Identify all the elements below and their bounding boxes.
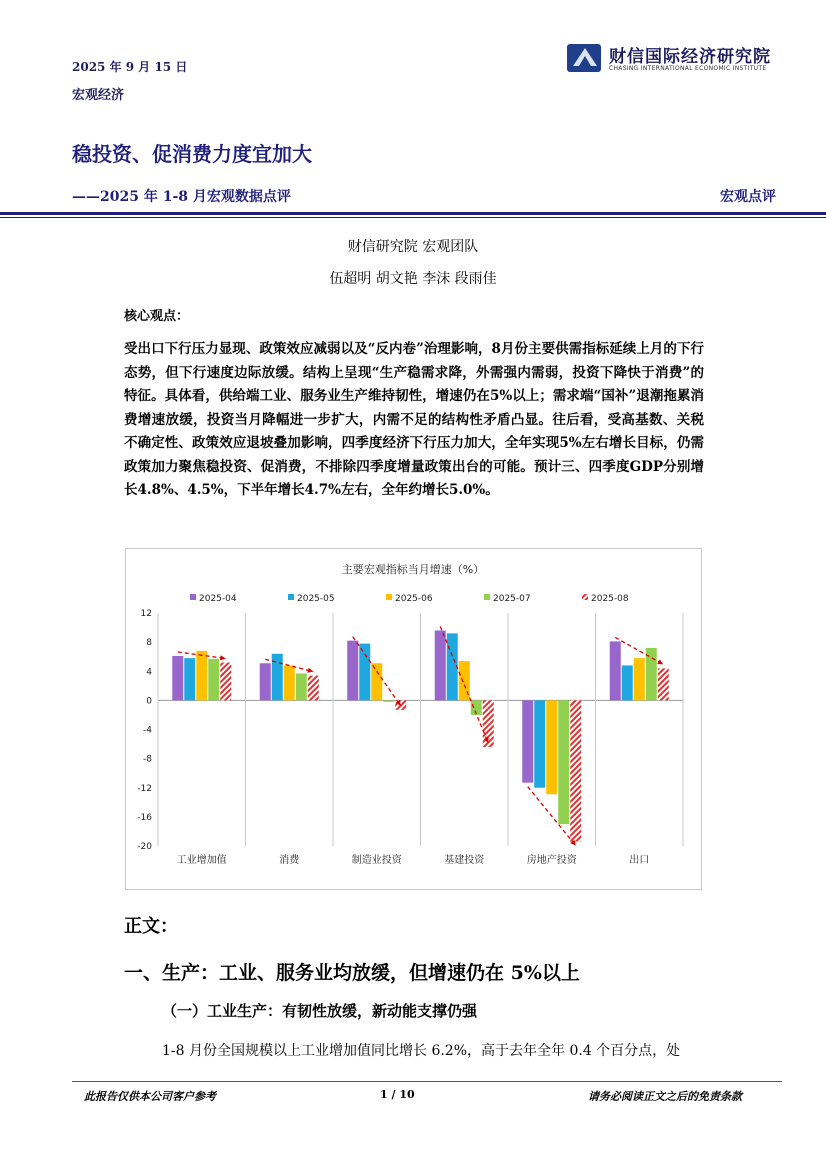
bar — [395, 700, 406, 709]
legend-label: 2025-06 — [395, 594, 433, 604]
bar — [184, 658, 195, 700]
chart-canvas — [126, 549, 701, 889]
page-number: 1 / 10 — [380, 1088, 415, 1101]
bar — [546, 700, 557, 794]
footer-disclaimer-right: 请务必阅读正文之后的免责条款 — [588, 1090, 742, 1103]
bar — [383, 700, 394, 701]
y-tick-label: 0 — [146, 696, 152, 707]
body-paragraph: 1-8 月份全国规模以上工业增加值同比增长 6.2%，高于去年全年 0.4 个百分点，处 — [162, 1043, 681, 1059]
logo-name-en: CHASING INTERNATIONAL ECONOMIC INSTITUTE — [609, 65, 767, 72]
bar — [435, 630, 446, 700]
bar — [447, 633, 458, 700]
bar — [558, 700, 569, 824]
trend-arrowhead — [220, 655, 226, 660]
bar — [634, 658, 645, 700]
report-subtitle: ——2025 年 1-8 月宏观数据点评 — [72, 189, 291, 205]
x-tick-label: 工业增加值 — [176, 855, 227, 866]
bar — [522, 700, 533, 782]
bar — [208, 659, 219, 701]
authors: 伍超明 胡文艳 李沫 段雨佳 — [329, 271, 497, 287]
legend-swatch — [190, 594, 196, 600]
y-tick-label: -8 — [143, 754, 152, 765]
bar — [196, 651, 207, 701]
report-date: 2025 年 9 月 15 日 — [72, 60, 188, 74]
legend-swatch — [582, 594, 588, 600]
core-summary — [124, 338, 704, 503]
header-divider-thin — [0, 217, 826, 218]
bar — [284, 665, 295, 700]
logo-name-cn: 财信国际经济研究院 — [609, 47, 771, 67]
x-tick-label: 房地产投资 — [526, 855, 577, 866]
x-tick-label: 基建投资 — [444, 855, 485, 866]
legend-swatch — [288, 594, 294, 600]
bar — [570, 700, 581, 841]
main-heading: 正文： — [124, 916, 178, 937]
y-tick-label: -16 — [137, 812, 152, 823]
institute-logo — [565, 40, 785, 76]
chart-legend — [190, 594, 629, 604]
header-divider — [0, 212, 826, 215]
report-category: 宏观经济 — [72, 88, 125, 103]
bar — [308, 676, 319, 701]
legend-swatch — [386, 594, 392, 600]
y-tick-label: -4 — [143, 725, 152, 736]
subsection-heading-1: （一）工业生产：有韧性放缓，新动能支撑仍强 — [162, 1002, 478, 1020]
legend-label: 2025-04 — [199, 594, 237, 604]
bar — [172, 656, 183, 700]
footer-disclaimer-left: 此报告仅供本公司客户参考 — [84, 1090, 216, 1103]
bar — [220, 663, 231, 701]
x-tick-label: 制造业投资 — [351, 855, 402, 866]
bar — [610, 641, 621, 700]
legend-swatch — [484, 594, 490, 600]
chart-title: 主要宏观指标当月增速（%） — [341, 563, 485, 576]
report-title: 稳投资、促消费力度宜加大 — [72, 142, 312, 166]
x-tick-label: 消费 — [279, 855, 300, 866]
bar — [658, 668, 669, 700]
logo-icon — [565, 40, 605, 76]
bar — [622, 665, 633, 700]
macro-chart — [125, 548, 702, 890]
legend-label: 2025-08 — [591, 594, 629, 604]
report-type: 宏观点评 — [720, 189, 776, 205]
legend-label: 2025-07 — [493, 594, 531, 604]
bar — [371, 663, 382, 700]
core-label: 核心观点： — [124, 309, 190, 324]
research-team: 财信研究院 宏观团队 — [347, 239, 479, 255]
y-tick-label: 4 — [146, 667, 152, 678]
chart-axis — [137, 609, 683, 866]
bar — [359, 644, 370, 701]
bar — [347, 641, 358, 701]
legend-label: 2025-05 — [297, 594, 335, 604]
bar — [260, 663, 271, 700]
y-tick-label: 12 — [140, 609, 152, 619]
bar — [534, 700, 545, 787]
core-summary-text: 受出口下行压力显现、政策效应减弱以及“反内卷”治理影响，8月份主要供需指标延续上月的下行态势，但下行速度边际放缓。结构上呈现“生产稳需求降，外需强内需弱，投资下降快于消费”的特征。具体看，供给端工业、服务业生产维持韧性，增速仍在5%以上；需求端“国补”退潮拖累消费增速放缓，投资当月降幅进一步扩大，内需不足的结构性矛盾凸显。往后看，受高基数、关税不确定性、政策效应退坡叠加影响，四季度经济下行压力加大，全年实现5%左右增长目标，仍需政策加力聚焦稳投资、促消费，不排除四季度增量政策出台的可能。预计三、四季度GDP分别增长4.8%、4.5%，下半年增长4.7%左右，全年约增长5.0%。 — [124, 341, 704, 498]
y-tick-label: -20 — [137, 842, 152, 852]
bar — [296, 673, 307, 700]
y-tick-label: 8 — [146, 638, 152, 649]
footer-divider — [72, 1081, 782, 1082]
x-tick-label: 出口 — [629, 855, 650, 866]
trend-arrowhead — [307, 668, 313, 673]
section-heading-1: 一、生产：工业、服务业均放缓，但增速仍在 5%以上 — [124, 962, 580, 984]
y-tick-label: -12 — [137, 783, 152, 794]
